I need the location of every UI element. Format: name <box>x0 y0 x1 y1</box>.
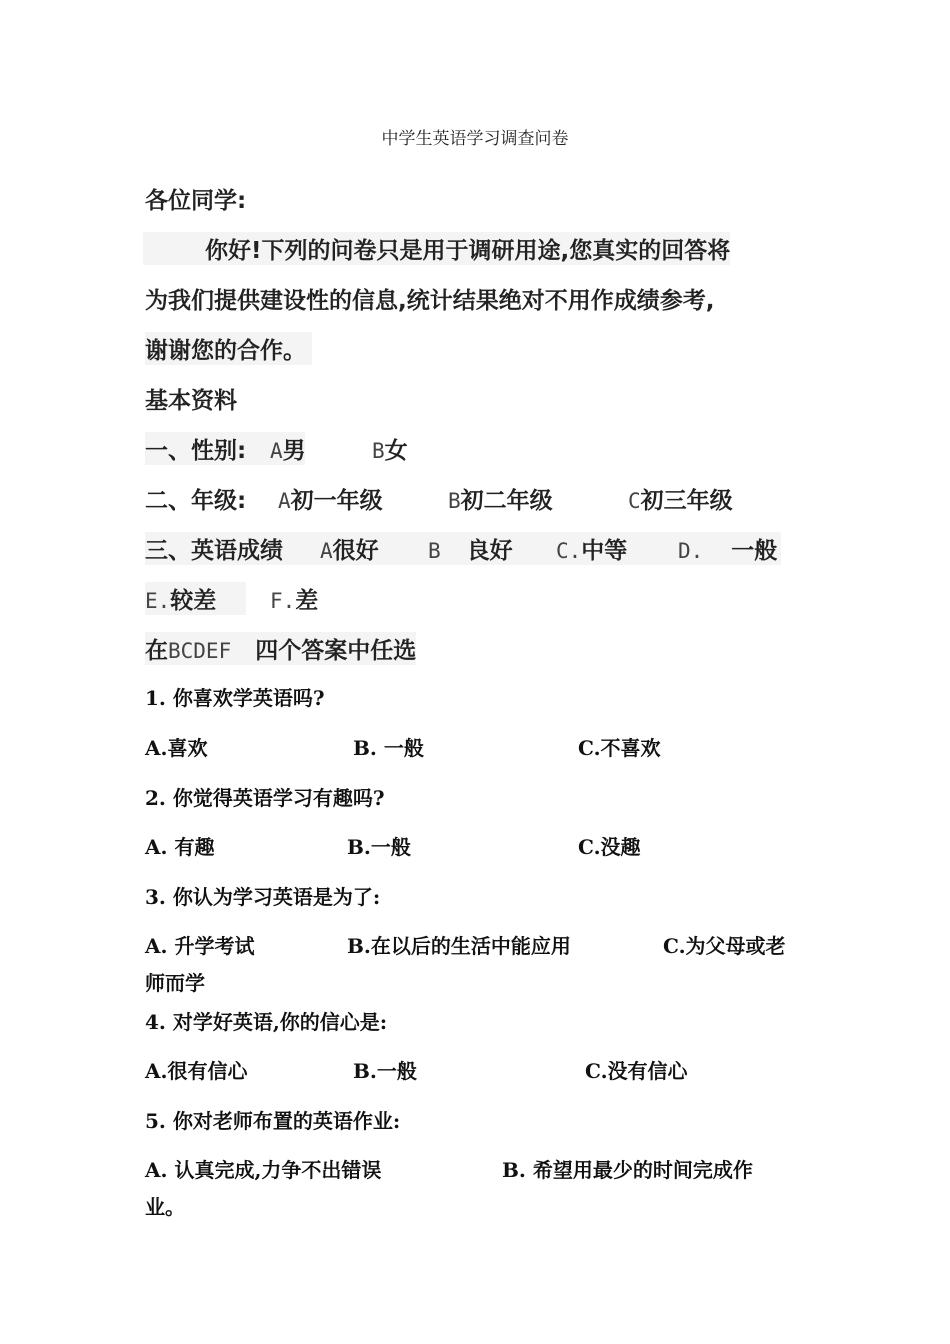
grade-option-b: B初二年级 <box>448 488 553 514</box>
question-2: 2. 你觉得英语学习有趣吗? <box>145 786 385 810</box>
question-3-option-a: A. 升学考试 <box>145 934 255 958</box>
grade-option-c: C初三年级 <box>628 488 733 514</box>
question-3-option-c: C.为父母或老 <box>663 934 786 958</box>
question-5-option-a: A. 认真完成,力争不出错误 <box>145 1158 382 1182</box>
score-option-f: F.差 <box>270 588 319 614</box>
question-1-option-b: B. 一般 <box>353 736 424 760</box>
question-2-option-b: B.一般 <box>347 835 411 859</box>
gender-label: 一、性别: <box>145 432 305 465</box>
basic-info-heading: 基本资料 <box>145 388 237 414</box>
intro-line-1: 你好!下列的问卷只是用于调研用途,您真实的回答将 <box>143 232 730 265</box>
question-1-option-a: A.喜欢 <box>145 736 208 760</box>
grade-label: 二、年级: <box>145 488 247 514</box>
question-4-option-b: B.一般 <box>353 1059 417 1083</box>
score-label: 三、英语成绩 <box>145 532 781 565</box>
question-4-option-c: C.没有信心 <box>585 1059 688 1083</box>
grade-option-a: A初一年级 <box>278 488 383 514</box>
question-4: 4. 对学好英语,你的信心是: <box>145 1010 388 1034</box>
question-3-option-c-continued: 师而学 <box>145 971 205 995</box>
greeting: 各位同学: <box>145 188 247 214</box>
score-option-b: B 良好 <box>428 538 513 564</box>
score-option-e: E.较差 <box>145 582 246 615</box>
question-1: 1. 你喜欢学英语吗? <box>145 686 325 710</box>
intro-line-3: 谢谢您的合作。 <box>145 332 312 365</box>
gender-option-b: B女 <box>372 438 408 464</box>
score-option-a: A很好 <box>320 538 379 564</box>
intro-line-2: 为我们提供建设性的信息,统计结果绝对不用作成绩参考, <box>145 288 715 314</box>
question-3-option-b: B.在以后的生活中能应用 <box>347 934 571 958</box>
question-2-option-a: A. 有趣 <box>145 835 215 859</box>
question-4-option-a: A.很有信心 <box>145 1059 248 1083</box>
question-5: 5. 你对老师布置的英语作业: <box>145 1109 401 1133</box>
choice-note: 在BCDEF 四个答案中任选 <box>145 632 416 665</box>
gender-option-a: A男 <box>270 438 306 464</box>
score-option-d: D. 一般 <box>678 538 778 564</box>
question-2-option-c: C.没趣 <box>578 835 641 859</box>
question-1-option-c: C.不喜欢 <box>578 736 661 760</box>
question-5-option-b-continued: 业。 <box>145 1195 185 1219</box>
question-5-option-b: B. 希望用最少的时间完成作 <box>502 1158 753 1182</box>
score-option-c: C.中等 <box>556 538 628 564</box>
document-title: 中学生英语学习调查问卷 <box>381 129 569 149</box>
question-3: 3. 你认为学习英语是为了: <box>145 885 381 909</box>
